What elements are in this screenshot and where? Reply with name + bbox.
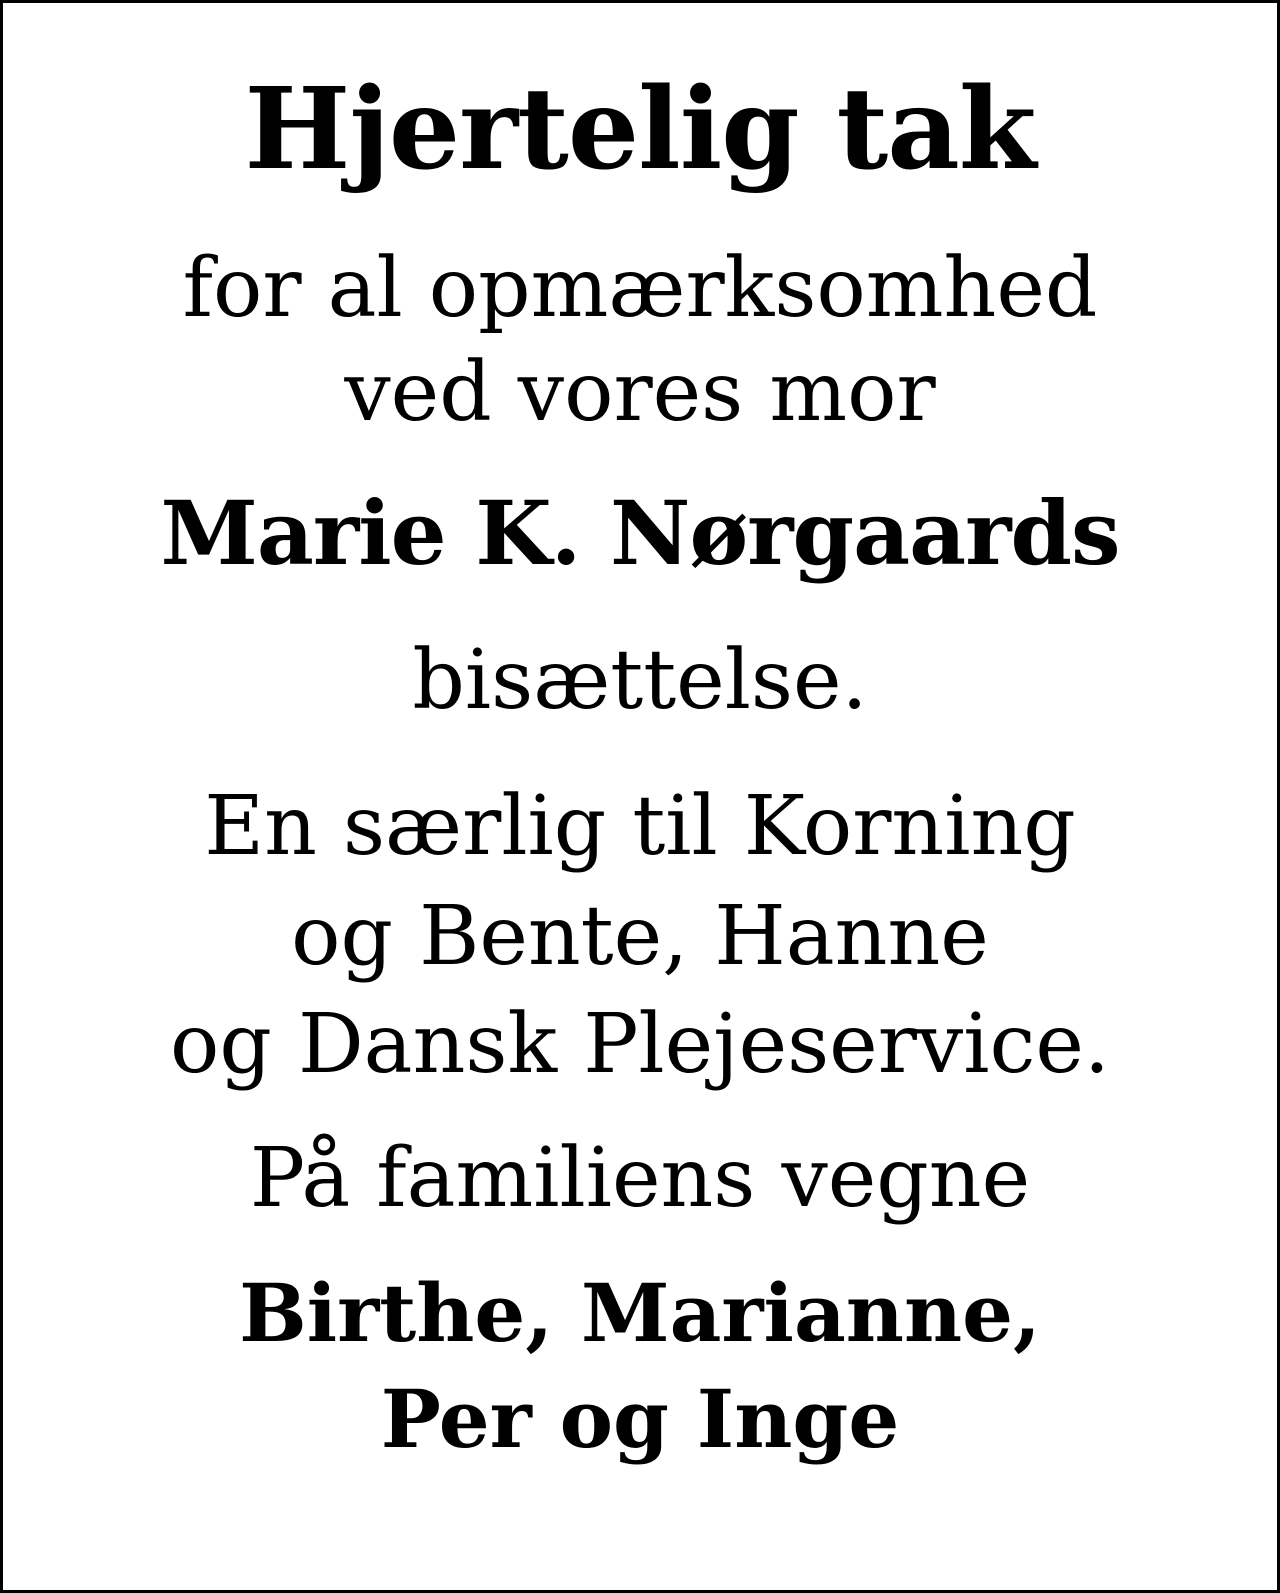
notice-text-line: for al opmærksomhed	[182, 241, 1098, 336]
special-thanks-line: En særlig til Korning	[204, 779, 1076, 874]
on-behalf-text: På familiens vegne	[249, 1131, 1031, 1226]
special-thanks-line: og Bente, Hanne	[291, 889, 989, 984]
special-thanks-line: og Dansk Plejeservice.	[170, 997, 1110, 1092]
event-text: bisættelse.	[412, 633, 868, 728]
notice-text-line: ved vores mor	[344, 345, 936, 440]
deceased-name: Marie K. Nørgaards	[160, 481, 1120, 585]
signers-line: Per og Inge	[380, 1372, 900, 1466]
signers-line: Birthe, Marianne,	[239, 1266, 1041, 1360]
notice-heading: Hjertelig tak	[244, 64, 1036, 195]
